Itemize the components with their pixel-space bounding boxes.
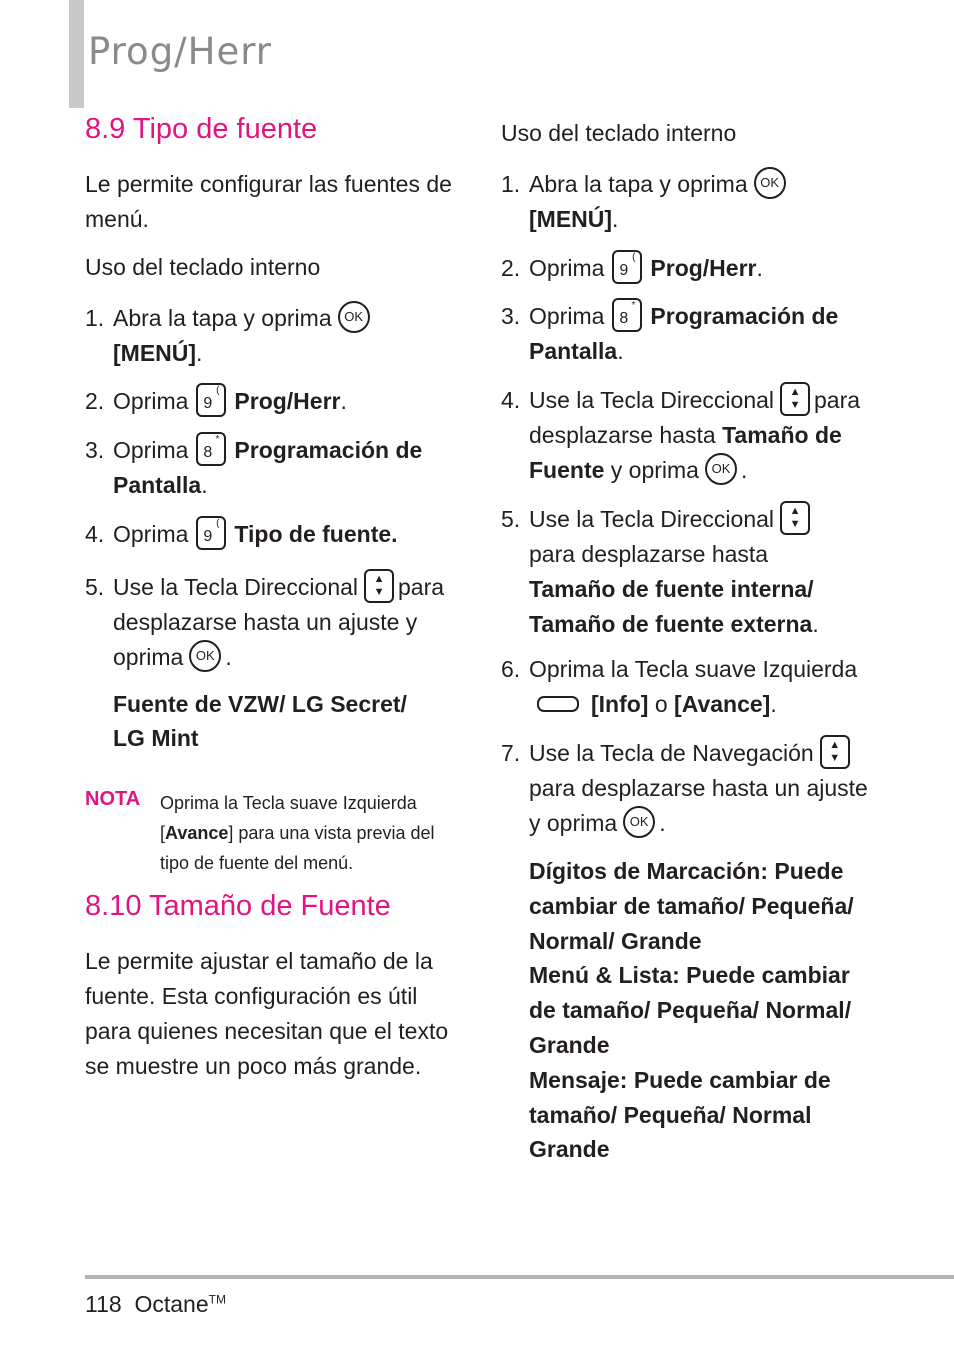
footer: [85, 1291, 226, 1318]
page-title: Prog/Herr: [88, 30, 273, 73]
size-options: [529, 854, 869, 1167]
step-2: 2. Oprima 9 ( Prog/Herr.: [501, 251, 881, 286]
step-1: 1. Abra la tapa y oprima OK [MENÚ].: [501, 167, 881, 237]
step-7: 7. Use la Tecla de Navegación ▲ ▼ para desplazarse hasta un ajuste y oprima OK .: [501, 736, 873, 841]
nav-key-icon: ▲ ▼: [780, 382, 810, 416]
ok-key-icon: OK: [189, 640, 221, 672]
nav-key-icon: ▲ ▼: [820, 735, 850, 769]
option-message: Mensaje: Puede cambiar de tamaño/ Pequeña/ Normal Grande: [529, 1066, 831, 1163]
key-9-icon: 9 (: [196, 516, 226, 550]
step-3: 3. Oprima 8 * Programación de Pantalla.: [85, 433, 423, 498]
left-soft-key-icon: [537, 696, 579, 712]
section-heading-8-9: 8.9 Tipo de fuente: [85, 113, 318, 145]
ok-key-icon: OK: [623, 806, 655, 838]
key-8-icon: 8 *: [612, 298, 642, 332]
product-name: Octane: [134, 1291, 209, 1317]
page-number: 118: [85, 1291, 122, 1317]
nav-key-icon: ▲ ▼: [780, 501, 810, 535]
step-5: 5. Use la Tecla Direccional ▲ ▼ para desplazarse hasta Tamaño de fuente interna/ Tamaño de fuente externa.: [501, 502, 881, 642]
note-label: NOTA: [85, 788, 141, 810]
font-options: Fuente de VZW/ LG Secret/ LG Mint: [113, 691, 407, 751]
trademark: TM: [208, 1292, 226, 1307]
key-8-icon: 8 *: [196, 432, 226, 466]
option-dialing-digits: Dígitos de Marcación: Puede cambiar de tamaño/ Pequeña/ Normal/ Grande: [529, 858, 854, 954]
key-9-icon: 9 (: [612, 250, 642, 284]
option-menu-list: Menú & Lista: Puede cambiar de tamaño/ Pequeña/ Normal/ Grande: [529, 962, 852, 1058]
note-text: Oprima la Tecla suave Izquierda [Avance] para una vista previa del tipo de fuente del menú.: [160, 793, 435, 873]
ok-key-icon: OK: [754, 167, 786, 199]
nav-key-icon: ▲ ▼: [364, 569, 394, 603]
subheading-keypad: Uso del teclado interno: [85, 254, 321, 280]
title-side-bar: [69, 0, 84, 108]
footer-rule: [85, 1275, 954, 1279]
section-heading-8-10: 8.10 Tamaño de Fuente: [85, 890, 391, 922]
step-6: 6. Oprima la Tecla suave Izquierda [Info] o [Avance].: [501, 656, 858, 717]
step-4: 4. Oprima 9 ( Tipo de fuente.: [85, 517, 457, 552]
step-5: 5. Use la Tecla Direccional ▲ ▼ para desplazarse hasta un ajuste y oprima OK .: [85, 570, 465, 675]
section-intro-8-10: Le permite ajustar el tamaño de la fuente. Esta configuración es útil para quienes necesitan que el texto se muestre un poco más grande.: [85, 948, 449, 1079]
section-intro-8-9: Le permite configurar las fuentes de menú.: [85, 171, 452, 232]
step-4: 4. Use la Tecla Direccional ▲ ▼ para desplazarse hasta Tamaño de Fuente y oprima OK .: [501, 383, 881, 488]
step-3: 3. Oprima 8 * Programación de Pantalla.: [501, 299, 839, 364]
step-1: 1. Abra la tapa y oprima OK [MENÚ].: [85, 301, 457, 371]
ok-key-icon: OK: [338, 301, 370, 333]
ok-key-icon: OK: [705, 453, 737, 485]
subheading-keypad-right: Uso del teclado interno: [501, 120, 737, 146]
key-9-icon: 9 (: [196, 383, 226, 417]
step-2: 2. Oprima 9 ( Prog/Herr.: [85, 384, 457, 419]
